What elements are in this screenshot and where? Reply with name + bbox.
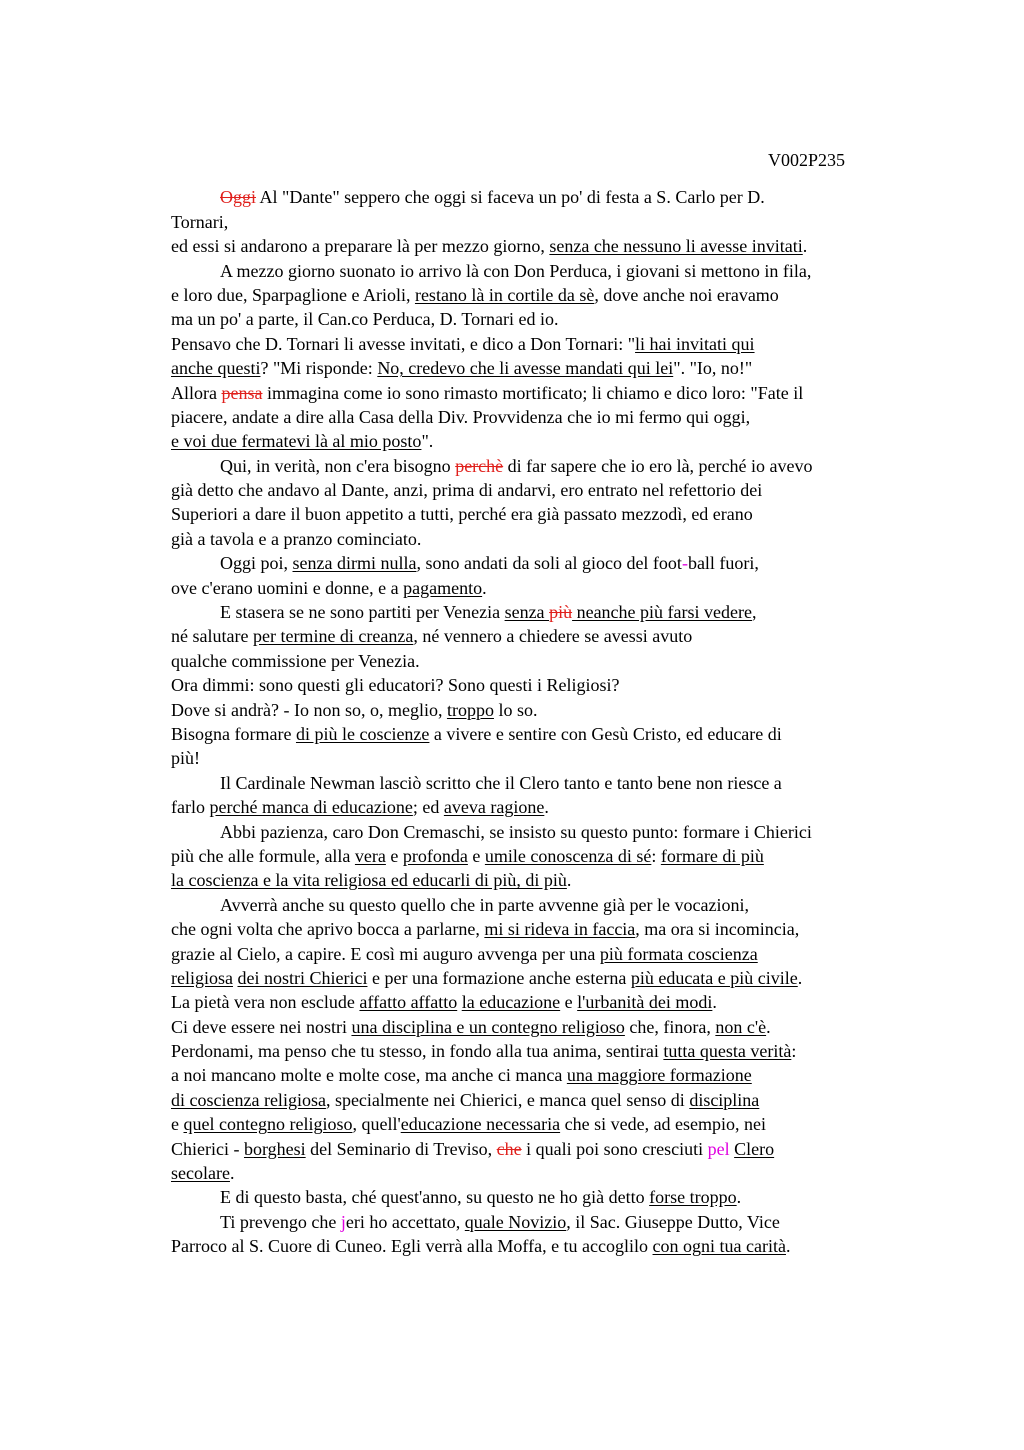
text-run: , quell' [352, 1114, 401, 1135]
text-run: . [566, 870, 572, 891]
text-run: ? "Mi risponde: [260, 358, 378, 379]
text-run: : [791, 1041, 797, 1062]
text-run: . [229, 1163, 235, 1184]
text-run: . [766, 1016, 771, 1037]
text-run: E stasera se ne sono partiti per Venezia [220, 602, 505, 623]
text-run: ; ed [412, 797, 444, 818]
text-line [171, 210, 906, 234]
text-run: , dove anche noi eravamo [594, 284, 779, 305]
struck-text: che [496, 1138, 522, 1159]
text-run: più! [171, 748, 200, 769]
text-run: Qui, in verità, non c'era bisogno [220, 455, 456, 476]
underlined-text: la educazione [461, 992, 561, 1013]
underlined-text: l'urbanità dei modi [577, 992, 713, 1013]
text-line [171, 259, 906, 283]
text-run: ma un po' a parte, il Can.co Perduca, D. Tornari ed io. [171, 309, 559, 330]
text-line [171, 381, 906, 405]
underlined-text: aveva ragione [443, 797, 545, 818]
text-line [171, 649, 906, 673]
text-run: Superiori a dare il buon appetito a tutti, perché era già passato mezzodì, ed erano [171, 504, 753, 525]
text-line [171, 893, 906, 917]
text-run: né salutare [171, 626, 253, 647]
underlined-text: una maggiore formazione [566, 1065, 752, 1086]
text-line [171, 527, 906, 551]
text-run: già a tavola e a pranzo cominciato. [171, 528, 422, 549]
underlined-text: educazione necessaria [400, 1114, 561, 1135]
text-line [171, 454, 906, 478]
text-run: E di questo basta, ché quest'anno, su questo ne ho già detto [220, 1187, 650, 1208]
text-line [171, 429, 906, 453]
text-line [171, 1185, 906, 1209]
underlined-text: senza che nessuno li avesse invitati [549, 236, 803, 257]
text-run: Ora dimmi: sono questi gli educatori? Sono questi i Religiosi? [171, 675, 620, 696]
text-line [171, 1063, 906, 1087]
text-run: , specialmente nei Chierici, e manca quel senso di [325, 1089, 690, 1110]
text-line [171, 185, 906, 209]
text-line [171, 624, 906, 648]
text-line [171, 234, 906, 258]
struck-text: perchè [455, 455, 504, 476]
text-run: grazie al Cielo, a capire. E così mi auguro avvenga per una [171, 943, 600, 964]
struck-text: pensa [221, 382, 263, 403]
text-run: . [797, 967, 803, 988]
underlined-text: senza dirmi nulla [292, 553, 417, 574]
underlined-text: formare di più [660, 845, 764, 866]
underlined-text: No, credevo che li avesse mandati qui lei [377, 358, 674, 379]
underlined-text: dei nostri Chierici [237, 967, 368, 988]
text-line [171, 551, 906, 575]
text-run: qualche commissione per Venezia. [171, 650, 420, 671]
underlined-text: li hai invitati qui [635, 333, 755, 354]
text-line [171, 722, 906, 746]
text-line [171, 698, 906, 722]
text-run: . [785, 1236, 791, 1257]
text-run: a vivere e sentire con Gesù Cristo, ed educare di [429, 724, 782, 744]
text-run: A mezzo giorno suonato io arrivo là con Don Perduca, i giovani si mettono in fila, [220, 260, 812, 281]
text-line [171, 405, 906, 429]
text-run: i quali poi sono cresciuti [521, 1138, 708, 1159]
underlined-text: tutta questa verità [663, 1041, 792, 1062]
underlined-text: una disciplina e un contegno religioso [351, 1016, 625, 1037]
letter-body [171, 185, 906, 1258]
underlined-text: profonda [402, 845, 468, 866]
text-line [171, 795, 906, 819]
text-line [171, 990, 906, 1014]
text-line [171, 868, 906, 892]
text-run: . [736, 1187, 742, 1208]
page-id: V002P235 [767, 150, 845, 170]
text-run: Parroco al S. Cuore di Cuneo. Egli verrà alla Moffa, e tu accoglilo [171, 1236, 653, 1257]
text-line [171, 844, 906, 868]
underlined-text: con ogni tua carità [652, 1236, 786, 1257]
text-line [171, 478, 906, 502]
text-line [171, 502, 906, 526]
inserted-text: pel [707, 1138, 730, 1159]
text-run: piacere, andate a dire alla Casa della Div. Provvidenza che io mi fermo qui oggi, [171, 406, 751, 427]
text-run: , sono andati da soli al gioco del foot [416, 553, 682, 574]
inserted-text: - [681, 553, 688, 574]
text-run: Il Cardinale Newman lasciò scritto che il Clero tanto e tanto bene non riesce a [220, 772, 782, 793]
underlined-text: Clero [734, 1138, 775, 1159]
underlined-text: più formata coscienza [599, 943, 758, 964]
text-line [171, 1137, 906, 1161]
underlined-text: perché manca di educazione [209, 797, 413, 818]
document-page [171, 148, 906, 1259]
underlined-text: religiosa [171, 967, 233, 988]
text-line [171, 1210, 906, 1234]
underlined-text: più educata e più civile [630, 967, 798, 988]
text-run: e [560, 992, 578, 1013]
text-line [171, 771, 906, 795]
text-line [171, 1234, 906, 1258]
text-line [171, 917, 906, 941]
text-run: che, finora, [624, 1016, 716, 1037]
underlined-text: e voi due fermatevi là al mio posto [171, 431, 422, 452]
text-line [171, 356, 906, 380]
underlined-text: restano là in cortile da sè [414, 284, 595, 305]
text-run: , [751, 602, 757, 623]
underlined-text: senza [504, 602, 550, 623]
text-run: Ci deve essere nei nostri [171, 1016, 352, 1037]
struck-text: più [549, 602, 573, 623]
text-run: Avverrà anche su questo quello che in parte avvenne già per le vocazioni, [220, 894, 749, 915]
text-run: . [482, 577, 487, 598]
text-run: e [467, 845, 485, 866]
text-run: Ti prevengo che [220, 1211, 341, 1232]
underlined-text: neanche più farsi vedere [572, 602, 752, 623]
text-run: più che alle formule, alla [171, 845, 355, 866]
text-run: e per una formazione anche esterna [367, 967, 631, 988]
underlined-text: borghesi [243, 1138, 306, 1159]
text-run: ". [421, 431, 434, 452]
text-run: Tornari, [171, 211, 229, 232]
text-run: , né vennero a chiedere se avessi avuto [413, 626, 693, 647]
text-line [171, 1015, 906, 1039]
text-line [171, 283, 906, 307]
underlined-text: di più le coscienze [295, 724, 430, 744]
text-run: , il Sac. Giuseppe Dutto, Vice [566, 1211, 780, 1232]
text-run: . [544, 797, 549, 818]
text-run: che si vede, ad esempio, nei [560, 1114, 767, 1135]
text-run: Abbi pazienza, caro Don Cremaschi, se insisto su questo punto: formare i Chierici [220, 821, 812, 842]
text-run: Oggi poi, [220, 553, 293, 574]
text-run: ball fuori, [687, 553, 759, 574]
text-run: , ma ora si incomincia, [635, 919, 800, 940]
text-run: eri ho accettato, [345, 1211, 465, 1232]
text-run: lo so. [493, 699, 538, 720]
underlined-text: ed educarli di più, di più [390, 870, 567, 891]
underlined-text: la coscienza e la vita religiosa [171, 870, 391, 891]
text-line [171, 576, 906, 600]
underlined-text: umile conoscenza di sé [484, 845, 652, 866]
text-run: Pensavo che D. Tornari li avesse invitati, e dico a Don Tornari: " [171, 333, 636, 354]
underlined-text: pagamento [403, 577, 483, 598]
text-run: La pietà vera non esclude [171, 992, 360, 1013]
underlined-text: quel contegno religioso [183, 1114, 353, 1135]
text-run: Chierici - [171, 1138, 244, 1159]
text-line [171, 1088, 906, 1112]
text-run: di far sapere che io ero là, perché io avevo [503, 455, 813, 476]
text-line [171, 966, 906, 990]
text-line [171, 1039, 906, 1063]
text-run: Bisogna formare [171, 724, 296, 744]
text-run: . [802, 236, 808, 257]
text-run: a noi mancano molte e molte cose, ma anche ci manca [171, 1065, 567, 1086]
text-line [171, 1161, 906, 1185]
text-run: e [171, 1114, 184, 1135]
underlined-text: anche questi [171, 358, 261, 379]
text-run: già detto che andavo al Dante, anzi, prima di andarvi, ero entrato nel refettorio dei [171, 480, 763, 501]
text-run: . [712, 992, 717, 1013]
text-run: ". "Io, no!" [673, 358, 753, 379]
underlined-text: quale Novizio [464, 1211, 567, 1232]
text-line [171, 673, 906, 697]
text-line [171, 332, 906, 356]
underlined-text: non c'è [715, 1016, 767, 1037]
text-run: e loro due, Sparpaglione e Arioli, [171, 284, 415, 305]
underlined-text: secolare [171, 1163, 230, 1184]
text-line [171, 942, 906, 966]
text-line [171, 820, 906, 844]
underlined-text: forse troppo [649, 1187, 737, 1208]
underlined-text: troppo [446, 699, 494, 720]
text-run: Perdonami, ma penso che tu stesso, in fondo alla tua anima, sentirai [171, 1041, 664, 1062]
text-line [171, 1112, 906, 1136]
text-run: che ogni volta che aprivo bocca a parlarne, [171, 919, 485, 940]
text-run: Al "Dante" seppero che oggi si faceva un po' di festa a S. Carlo per D. [256, 187, 765, 208]
text-line [171, 600, 906, 624]
text-run: farlo [171, 797, 210, 818]
text-run: Dove si andrà? - Io non so, o, meglio, [171, 699, 447, 720]
inserted-text: j [340, 1211, 346, 1232]
text-run: del Seminario di Treviso, [305, 1138, 497, 1159]
underlined-text: per termine di creanza [252, 626, 414, 647]
underlined-text: affatto affatto [359, 992, 458, 1013]
underlined-text: disciplina [689, 1089, 760, 1110]
struck-text: Oggi [220, 187, 256, 208]
underlined-text: mi si rideva in faccia [484, 919, 636, 940]
text-line [171, 746, 906, 770]
underlined-text: vera [354, 845, 386, 866]
text-run: immagina come io sono rimasto mortificato; li chiamo e dico loro: "Fate il [262, 382, 804, 403]
text-run: ove c'erano uomini e donne, e a [171, 577, 404, 598]
text-run: Allora [171, 382, 222, 403]
underlined-text: di coscienza religiosa [171, 1089, 326, 1110]
text-run: e [385, 845, 403, 866]
text-run: : [651, 845, 661, 866]
text-run: ed essi si andarono a preparare là per mezzo giorno, [171, 236, 550, 257]
text-line [171, 307, 906, 331]
